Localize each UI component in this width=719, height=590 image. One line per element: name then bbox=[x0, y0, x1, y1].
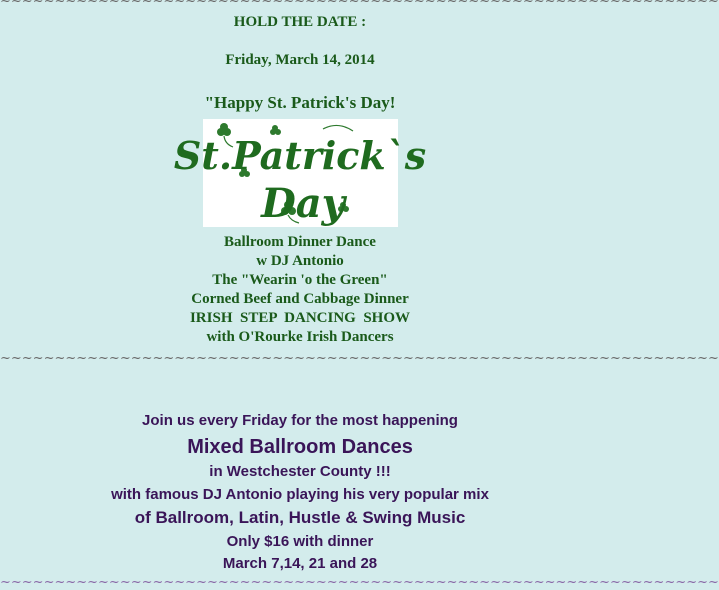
weekly-line-1: Join us every Friday for the most happening bbox=[142, 412, 458, 429]
event-date: Friday, March 14, 2014 bbox=[225, 52, 375, 68]
detail-line: w DJ Antonio bbox=[256, 253, 344, 269]
weekly-line-5: of Ballroom, Latin, Hustle & Swing Music bbox=[134, 508, 466, 527]
detail-line: The "Wearin 'o the Green" bbox=[212, 272, 388, 288]
middle-divider: ~~~~~~~~~~~~~~~~~~~~~~~~~~~~~~~~~~~~~~~~~~~~~~~~~~~~~~~~~~~~~~~~~~ bbox=[0, 351, 719, 366]
detail-line: IRISH STEP DANCING SHOW bbox=[189, 310, 411, 326]
hold-the-date-heading: HOLD THE DATE : bbox=[233, 14, 367, 30]
detail-line: Ballroom Dinner Dance bbox=[224, 234, 376, 250]
weekly-price: Only $16 with dinner bbox=[226, 533, 374, 550]
logo-text-day: Day bbox=[261, 180, 345, 227]
greeting: "Happy St. Patrick's Day! bbox=[204, 93, 396, 112]
bottom-divider: ~~~~~~~~~~~~~~~~~~~~~~~~~~~~~~~~~~~~~~~~~~~~~~~~~~~~~~~~~~~~~~~~~~ bbox=[0, 575, 719, 590]
weekly-line-3: in Westchester County !!! bbox=[209, 463, 391, 480]
weekly-line-4: with famous DJ Antonio playing his very popular mix bbox=[111, 486, 489, 503]
logo-text-st-patricks: St.Patrick`s bbox=[173, 133, 427, 178]
weekly-dates: March 7,14, 21 and 28 bbox=[222, 555, 378, 572]
st-patricks-day-logo bbox=[173, 119, 427, 227]
weekly-title: Mixed Ballroom Dances bbox=[187, 436, 413, 458]
top-divider: ~~~~~~~~~~~~~~~~~~~~~~~~~~~~~~~~~~~~~~~~~~~~~~~~~~~~~~~~~~~~~~~~~~ bbox=[0, 0, 719, 9]
detail-line: with O'Rourke Irish Dancers bbox=[206, 329, 394, 345]
detail-line: Corned Beef and Cabbage Dinner bbox=[191, 291, 409, 307]
